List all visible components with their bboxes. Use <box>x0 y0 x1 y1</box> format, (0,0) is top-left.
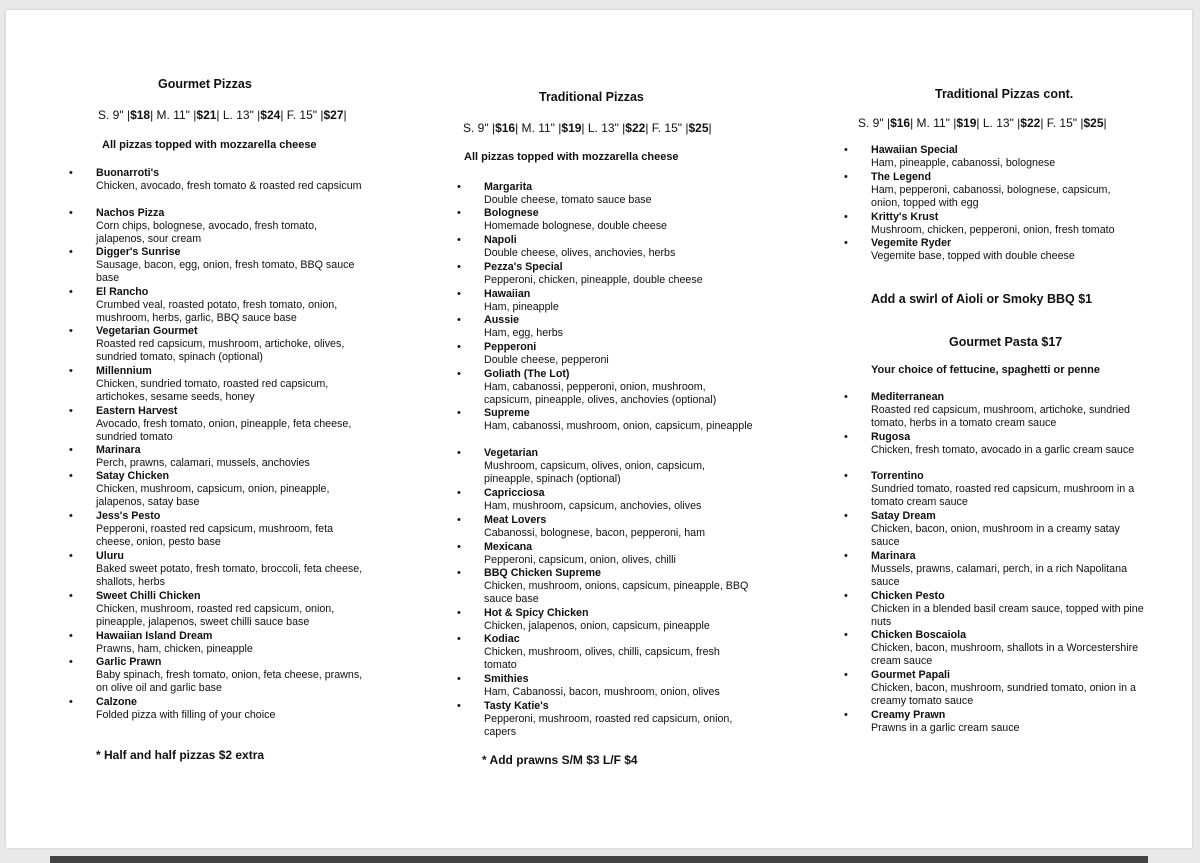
bullet-icon: • <box>844 709 848 721</box>
menu-item-description: Double cheese, olives, anchovies, herbs <box>484 247 676 260</box>
menu-item-name: Marinara <box>96 444 141 456</box>
gourmet-pasta-note: Your choice of fettucine, spaghetti or penne <box>871 364 1100 376</box>
gourmet-pasta-title: Gourmet Pasta $17 <box>949 335 1063 349</box>
menu-item <box>457 314 754 340</box>
bullet-icon: • <box>457 700 461 712</box>
menu-item-name: Digger's Sunrise <box>96 246 181 258</box>
bullet-icon: • <box>69 470 73 482</box>
menu-item-description: Chicken, mushroom, capsicum, onion, pineapple, jalapenos, satay base <box>96 483 330 509</box>
menu-item-name: Calzone <box>96 696 137 708</box>
menu-item-name: BBQ Chicken Supreme <box>484 567 601 579</box>
bullet-icon: • <box>69 590 73 602</box>
traditional-pizzas-note: All pizzas topped with mozzarella cheese <box>464 151 679 163</box>
traditional-pizzas-sizes: S. 9" |$16| M. 11" |$19| L. 13" |$22| F. 15" |$25| <box>463 121 712 135</box>
menu-item <box>844 391 1151 431</box>
menu-item-description: Mussels, prawns, calamari, perch, in a rich Napolitana sauce <box>871 563 1128 589</box>
bullet-icon: • <box>844 171 848 183</box>
menu-item <box>457 207 754 233</box>
menu-item-description: Homemade bolognese, double cheese <box>484 220 668 233</box>
menu-item <box>844 510 1151 550</box>
menu-item-description: Cabanossi, bolognese, bacon, pepperoni, ham <box>484 527 706 540</box>
menu-item-description: Chicken, bacon, onion, mushroom in a creamy satay sauce <box>871 523 1120 549</box>
bullet-icon: • <box>457 407 461 419</box>
menu-item <box>844 550 1151 590</box>
bullet-icon: • <box>457 487 461 499</box>
menu-item-name: Kodiac <box>484 633 520 645</box>
menu-item-description: Mushroom, capsicum, olives, onion, capsicum, pineapple, spinach (optional) <box>484 460 705 486</box>
menu-item-description: Chicken, mushroom, roasted red capsicum, onion, pineapple, jalapenos, sweet chilli sauce base <box>96 603 335 629</box>
bullet-icon: • <box>844 431 848 443</box>
menu-item-name: Meat Lovers <box>484 514 547 526</box>
menu-item <box>457 447 754 487</box>
bullet-icon: • <box>457 181 461 193</box>
menu-item <box>69 444 366 470</box>
menu-item <box>844 144 1141 170</box>
menu-item-name: Capricciosa <box>484 487 545 499</box>
bullet-icon: • <box>69 696 73 708</box>
menu-item <box>457 288 754 314</box>
menu-item-name: Mediterranean <box>871 391 945 403</box>
menu-item <box>69 590 366 630</box>
menu-item <box>844 237 1141 263</box>
menu-item-description: Double cheese, pepperoni <box>484 354 609 367</box>
bullet-icon: • <box>457 633 461 645</box>
menu-item-name: Nachos Pizza <box>96 207 165 219</box>
menu-item-description: Vegemite base, topped with double cheese <box>871 250 1075 263</box>
menu-item <box>844 629 1151 669</box>
menu-item <box>69 325 366 365</box>
bullet-icon: • <box>457 314 461 326</box>
bullet-icon: • <box>69 630 73 642</box>
menu-item <box>457 487 754 513</box>
menu-item-name: Bolognese <box>484 207 539 219</box>
menu-item <box>69 696 366 722</box>
gourmet-pizzas-sizes: S. 9" |$18| M. 11" |$21| L. 13" |$24| F. 15" |$27| <box>98 108 347 122</box>
menu-item-description: Chicken, fresh tomato, avocado in a garlic cream sauce <box>871 444 1135 457</box>
menu-item-name: Margarita <box>484 181 533 193</box>
menu-item <box>457 607 754 633</box>
traditional-cont-title: Traditional Pizzas cont. <box>935 87 1074 101</box>
menu-item-name: Rugosa <box>871 431 911 443</box>
bullet-icon: • <box>457 207 461 219</box>
menu-item <box>69 405 366 445</box>
menu-item-description: Ham, cabanossi, mushroom, onion, capsicum, pineapple <box>484 420 753 433</box>
menu-item <box>457 673 754 699</box>
menu-item-description: Roasted red capsicum, mushroom, artichoke, sundried tomato, herbs in a tomato cream sauce <box>871 404 1130 430</box>
menu-item-description: Ham, mushroom, capsicum, anchovies, olives <box>484 500 702 513</box>
menu-item-name: Supreme <box>484 407 530 419</box>
bullet-icon: • <box>69 246 73 258</box>
menu-item-name: El Rancho <box>96 286 149 298</box>
menu-item <box>457 700 754 740</box>
bullet-icon: • <box>69 444 73 456</box>
bullet-icon: • <box>457 368 461 380</box>
bullet-icon: • <box>844 629 848 641</box>
menu-item-description: Avocado, fresh tomato, onion, pineapple, feta cheese, sundried tomato <box>96 418 352 444</box>
menu-item <box>457 181 754 207</box>
menu-item-name: Jess's Pesto <box>96 510 161 522</box>
menu-item-description: Corn chips, bolognese, avocado, fresh tomato, jalapenos, sour cream <box>96 220 318 246</box>
bullet-icon: • <box>844 550 848 562</box>
menu-page <box>6 10 1192 848</box>
menu-item-description: Perch, prawns, calamari, mussels, anchovies <box>96 457 310 470</box>
menu-item-name: Marinara <box>871 550 916 562</box>
menu-item-description: Pepperoni, chicken, pineapple, double cheese <box>484 274 703 287</box>
menu-item-name: Gourmet Papali <box>871 669 950 681</box>
menu-item <box>457 633 754 673</box>
traditional-pizzas-title: Traditional Pizzas <box>539 90 644 104</box>
menu-item-description: Pepperoni, mushroom, roasted red capsicum, onion, capers <box>484 713 733 739</box>
bullet-icon: • <box>457 234 461 246</box>
menu-item-name: Millennium <box>96 365 152 377</box>
menu-item <box>69 286 366 326</box>
menu-item-name: Vegetarian <box>484 447 539 459</box>
menu-item-name: Chicken Boscaiola <box>871 629 967 641</box>
half-and-half-note: * Half and half pizzas $2 extra <box>96 748 265 762</box>
menu-item <box>457 567 754 607</box>
menu-item <box>69 167 366 193</box>
menu-item-description: Baked sweet potato, fresh tomato, broccoli, feta cheese, shallots, herbs <box>96 563 363 589</box>
bullet-icon: • <box>69 510 73 522</box>
menu-item <box>69 656 366 696</box>
bullet-icon: • <box>69 405 73 417</box>
menu-item-description: Sundried tomato, roasted red capsicum, mushroom in a tomato cream sauce <box>871 483 1135 509</box>
aioli-addon: Add a swirl of Aioli or Smoky BBQ $1 <box>871 292 1093 306</box>
bullet-icon: • <box>457 567 461 579</box>
bottom-bar <box>50 856 1148 863</box>
menu-item-name: Sweet Chilli Chicken <box>96 590 201 602</box>
menu-item-name: Hawaiian <box>484 288 531 300</box>
bullet-icon: • <box>457 514 461 526</box>
bullet-icon: • <box>844 669 848 681</box>
menu-item <box>69 365 366 405</box>
menu-item-name: Satay Chicken <box>96 470 170 482</box>
menu-item-name: The Legend <box>871 171 931 183</box>
bullet-icon: • <box>457 288 461 300</box>
menu-item-description: Chicken, bacon, mushroom, sundried tomato, onion in a creamy tomato sauce <box>871 682 1136 708</box>
menu-item-name: Mexicana <box>484 541 533 553</box>
menu-item-name: Hawaiian Island Dream <box>96 630 213 642</box>
menu-item <box>69 246 366 286</box>
menu-item-description: Ham, egg, herbs <box>484 327 564 340</box>
bullet-icon: • <box>69 207 73 219</box>
menu-item <box>457 341 754 367</box>
menu-item-description: Chicken, mushroom, olives, chilli, capsicum, fresh tomato <box>484 646 720 672</box>
menu-item-description: Chicken, jalapenos, onion, capsicum, pineapple <box>484 620 710 633</box>
menu-item-description: Chicken, mushroom, onions, capsicum, pineapple, BBQ sauce base <box>484 580 749 606</box>
menu-item-name: Hawaiian Special <box>871 144 958 156</box>
menu-item-name: Torrentino <box>871 470 924 482</box>
menu-item-name: Kritty's Krust <box>871 211 939 223</box>
menu-item <box>457 261 754 287</box>
menu-item <box>457 407 754 433</box>
menu-item-description: Crumbed veal, roasted potato, fresh tomato, onion, mushroom, herbs, garlic, BBQ sauce base <box>96 299 338 325</box>
bullet-icon: • <box>457 541 461 553</box>
menu-item <box>457 368 754 408</box>
bullet-icon: • <box>457 261 461 273</box>
menu-item <box>457 234 754 260</box>
menu-item-name: Buonarroti's <box>96 167 160 179</box>
bullet-icon: • <box>844 211 848 223</box>
menu-item-name: Chicken Pesto <box>871 590 945 602</box>
menu-item-name: Napoli <box>484 234 517 246</box>
menu-item-name: Hot & Spicy Chicken <box>484 607 589 619</box>
menu-item <box>844 211 1141 237</box>
menu-item-name: Goliath (The Lot) <box>484 368 570 380</box>
menu-item-description: Double cheese, tomato sauce base <box>484 194 652 207</box>
bullet-icon: • <box>69 550 73 562</box>
menu-item-description: Folded pizza with filling of your choice <box>96 709 276 722</box>
bullet-icon: • <box>844 470 848 482</box>
bullet-icon: • <box>457 447 461 459</box>
menu-item-description: Ham, pineapple <box>484 301 559 314</box>
bullet-icon: • <box>457 607 461 619</box>
bullet-icon: • <box>69 167 73 179</box>
menu-item-name: Eastern Harvest <box>96 405 178 417</box>
menu-item-description: Pepperoni, roasted red capsicum, mushroom, feta cheese, onion, pesto base <box>96 523 334 549</box>
menu-item-name: Smithies <box>484 673 529 685</box>
menu-item-description: Pepperoni, capsicum, onion, olives, chilli <box>484 554 676 567</box>
menu-item <box>69 207 366 247</box>
menu-item-description: Sausage, bacon, egg, onion, fresh tomato, BBQ sauce base <box>96 259 355 285</box>
bullet-icon: • <box>844 590 848 602</box>
menu-item-description: Chicken, bacon, mushroom, shallots in a Worcestershire cream sauce <box>871 642 1139 668</box>
menu-item <box>69 550 366 590</box>
menu-item <box>69 510 366 550</box>
menu-item-name: Aussie <box>484 314 520 326</box>
bullet-icon: • <box>69 365 73 377</box>
menu-item <box>844 431 1151 457</box>
menu-item-name: Uluru <box>96 550 124 562</box>
menu-item-description: Ham, cabanossi, pepperoni, onion, mushroom, capsicum, pineapple, olives, anchovies (optional) <box>484 381 717 407</box>
menu-item-name: Creamy Prawn <box>871 709 946 721</box>
menu-item <box>844 590 1151 630</box>
menu-item-name: Vegemite Ryder <box>871 237 952 249</box>
menu-item-description: Ham, pineapple, cabanossi, bolognese <box>871 157 1056 170</box>
menu-item-description: Mushroom, chicken, pepperoni, onion, fresh tomato <box>871 224 1115 237</box>
menu-item-description: Chicken, sundried tomato, roasted red capsicum, artichokes, sesame seeds, honey <box>96 378 329 404</box>
menu-item-description: Ham, pepperoni, cabanossi, bolognese, capsicum, onion, topped with egg <box>871 184 1111 210</box>
bullet-icon: • <box>457 673 461 685</box>
menu-item <box>457 514 754 540</box>
menu-item-description: Prawns in a garlic cream sauce <box>871 722 1020 735</box>
bullet-icon: • <box>844 510 848 522</box>
menu-item <box>457 541 754 567</box>
bullet-icon: • <box>844 144 848 156</box>
menu-item <box>844 470 1151 510</box>
menu-item-description: Prawns, ham, chicken, pineapple <box>96 643 253 656</box>
bullet-icon: • <box>844 391 848 403</box>
menu-item <box>844 709 1151 735</box>
menu-item-name: Tasty Katie's <box>484 700 549 712</box>
bullet-icon: • <box>69 656 73 668</box>
bullet-icon: • <box>844 237 848 249</box>
menu-item-description: Ham, Cabanossi, bacon, mushroom, onion, olives <box>484 686 720 699</box>
gourmet-pizzas-title: Gourmet Pizzas <box>158 77 252 91</box>
menu-item <box>844 669 1151 709</box>
bullet-icon: • <box>69 286 73 298</box>
add-prawns-note: * Add prawns S/M $3 L/F $4 <box>482 753 638 767</box>
bullet-icon: • <box>69 325 73 337</box>
menu-item-name: Pezza's Special <box>484 261 563 273</box>
menu-item-name: Garlic Prawn <box>96 656 162 668</box>
bullet-icon: • <box>457 341 461 353</box>
menu-item-name: Satay Dream <box>871 510 936 522</box>
menu-item-description: Roasted red capsicum, mushroom, artichoke, olives, sundried tomato, spinach (optional) <box>96 338 345 364</box>
menu-item <box>844 171 1141 211</box>
menu-item-name: Pepperoni <box>484 341 537 353</box>
menu-item-name: Vegetarian Gourmet <box>96 325 198 337</box>
menu-item-description: Chicken, avocado, fresh tomato & roasted red capsicum <box>96 180 362 193</box>
menu-item-description: Baby spinach, fresh tomato, onion, feta cheese, prawns, on olive oil and garlic base <box>96 669 363 695</box>
gourmet-pizzas-note: All pizzas topped with mozzarella cheese <box>102 139 317 151</box>
menu-item <box>69 470 366 510</box>
menu-item-description: Chicken in a blended basil cream sauce, topped with pine nuts <box>871 603 1144 629</box>
menu-item <box>69 630 366 656</box>
traditional-cont-sizes: S. 9" |$16| M. 11" |$19| L. 13" |$22| F. 15" |$25| <box>858 116 1107 130</box>
